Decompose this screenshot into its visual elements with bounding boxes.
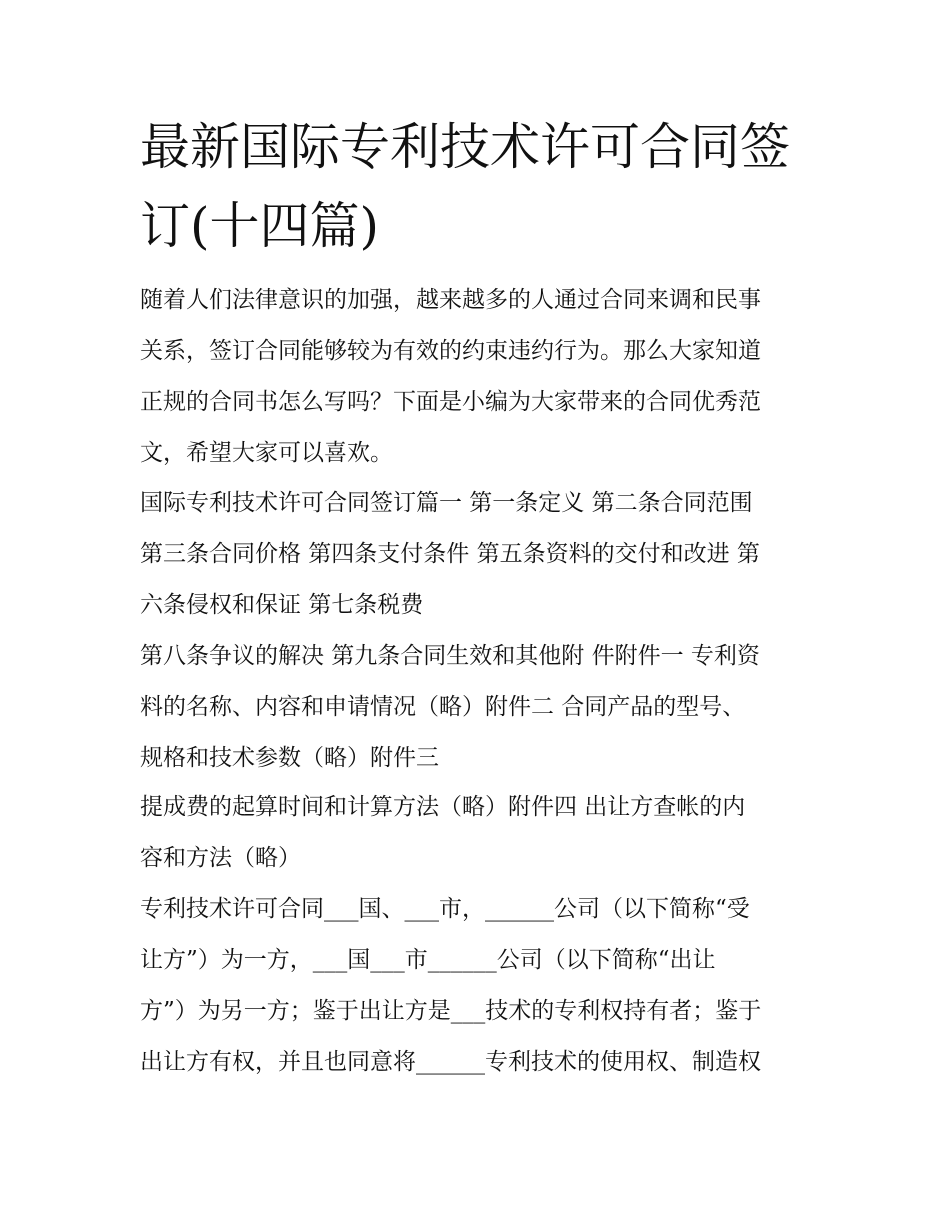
title-line: 最新国际专利技术许可合同签 bbox=[140, 118, 790, 176]
text-line: 第八条争议的解决 第九条合同生效和其他附 件附件一 专利资 bbox=[140, 643, 760, 669]
contents-paragraph bbox=[140, 631, 830, 784]
text-line: 专利技术许可合同___国、___市，______公司（以下简称“受 bbox=[140, 896, 750, 922]
text-line: 让方”）为一方，___国___市______公司（以下简称“出让 bbox=[140, 947, 716, 973]
text-line: 国际专利技术许可合同签订篇一 第一条定义 第二条合同范围 bbox=[140, 490, 753, 516]
text-line: 第三条合同价格 第四条支付条件 第五条资料的交付和改进 第 bbox=[140, 541, 760, 567]
text-line: 容和方法（略） bbox=[140, 845, 301, 871]
text-line: 正规的合同书怎么写吗？下面是小编为大家带来的合同优秀范 bbox=[140, 389, 761, 415]
text-line: 提成费的起算时间和计算方法（略）附件四 出让方查帐的内 bbox=[140, 794, 746, 820]
text-line: 关系，签订合同能够较为有效的约束违约行为。那么大家知道 bbox=[140, 338, 761, 364]
contents-paragraph bbox=[140, 478, 830, 631]
title-line: 订(十四篇) bbox=[140, 197, 380, 255]
text-line: 六条侵权和保证 第七条税费 bbox=[140, 592, 424, 618]
intro-paragraph bbox=[140, 275, 830, 479]
text-line: 随着人们法律意识的加强，越来越多的人通过合同来调和民事 bbox=[140, 287, 761, 313]
text-line: 文，希望大家可以喜欢。 bbox=[140, 440, 393, 466]
text-line: 料的名称、内容和申请情况（略）附件二 合同产品的型号、 bbox=[140, 694, 746, 720]
text-line: 方”）为另一方；鉴于出让方是___技术的专利权持有者；鉴于 bbox=[140, 998, 762, 1024]
text-line: 出让方有权，并且也同意将______专利技术的使用权、制造权 bbox=[140, 1049, 761, 1075]
document-title bbox=[140, 108, 820, 266]
contract-body-paragraph bbox=[140, 884, 830, 1088]
text-line: 规格和技术参数（略）附件三 bbox=[140, 745, 439, 771]
appendix-paragraph bbox=[140, 782, 830, 884]
